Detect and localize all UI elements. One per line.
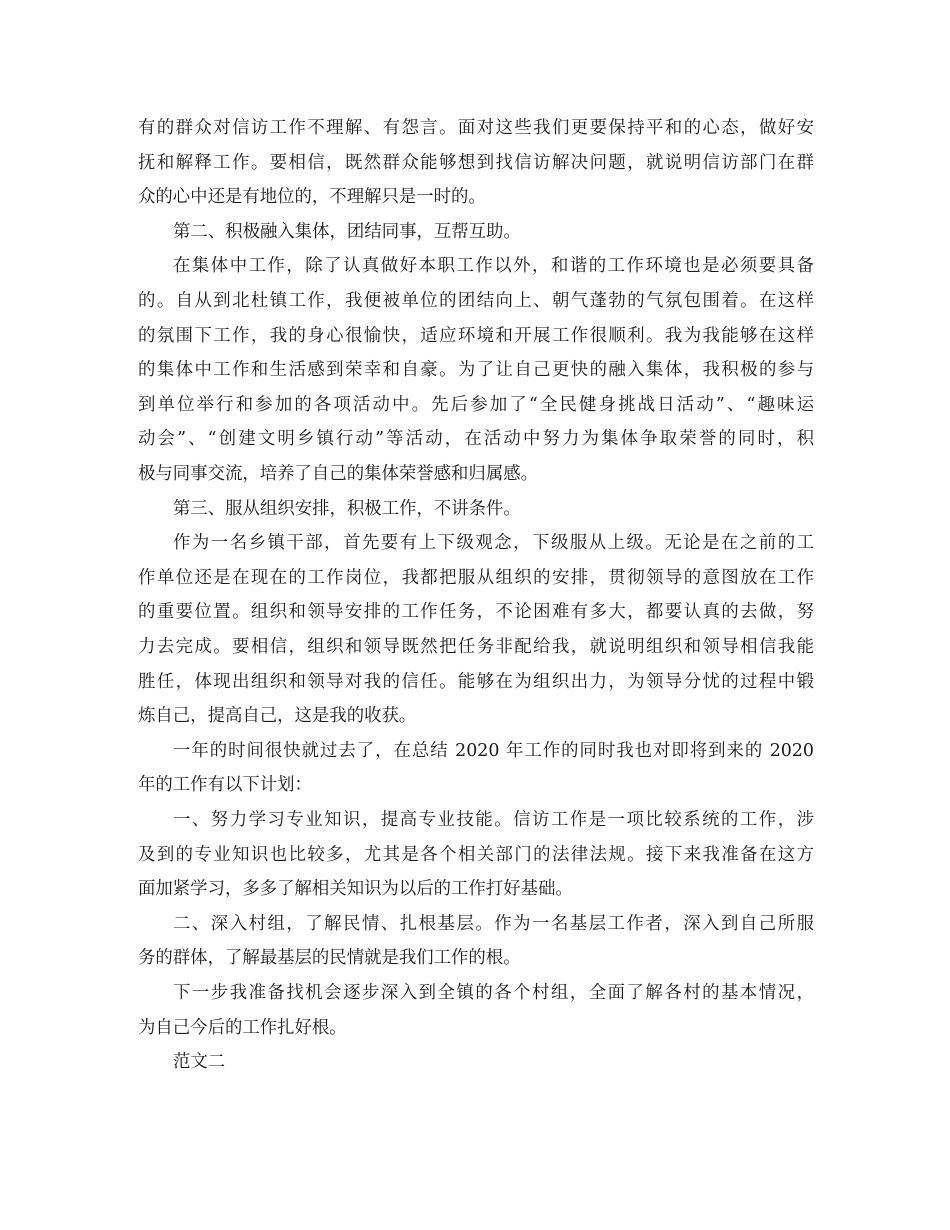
text-line: 务的群体，了解最基层的民情就是我们工作的根。 — [138, 948, 521, 969]
text-line: 众的心中还是有地位的，不理解只是一时的。 — [138, 187, 486, 208]
text-line: 的氛围下工作，我的身心很愉快，适应环境和开展工作很顺利。我为我能够在这样 — [138, 325, 814, 346]
text-line: 的集体中工作和生活感到荣幸和自豪。为了让自己更快的融入集体，我积极的参与 — [138, 360, 814, 381]
text-line: 面加紧学习，多多了解相关知识为以后的工作打好基础。 — [138, 879, 573, 900]
text-line: 动会”、“创建文明乡镇行动”等活动，在活动中努力为集体争取荣誉的同时，积 — [138, 429, 814, 450]
text-line: 到单位举行和参加的各项活动中。先后参加了“全民健身挑战日活动”、“趣味运 — [138, 394, 814, 415]
text-line: 第三、服从组织安排，积极工作，不讲条件。 — [173, 498, 521, 519]
text-line: 作单位还是在现在的工作岗位，我都把服从组织的安排，贯彻领导的意图放在工作 — [138, 567, 814, 588]
text-line: 极与同事交流，培养了自己的集体荣誉感和归属感。 — [138, 464, 538, 484]
text-line: 范文二 — [173, 1052, 226, 1073]
text-line: 力去完成。要相信，组织和领导既然把任务非配给我，就说明组织和领导相信我能 — [138, 637, 814, 657]
text-line: 胜任，体现出组织和领导对我的信任。能够在为组织出力，为领导分忧的过程中锻 — [138, 671, 814, 692]
text-line: 年的工作有以下计划： — [138, 775, 312, 796]
text-line: 一、努力学习专业知识，提高专业技能。信访工作是一项比较系统的工作，涉 — [173, 810, 814, 830]
text-line: 一年的时间很快就过去了，在总结 2020 年工作的同时我也对即将到来的 2020 — [173, 740, 814, 761]
text-line: 的。自从到北杜镇工作，我便被单位的团结向上、朝气蓬勃的气氛包围着。在这样 — [138, 291, 814, 311]
text-line: 的重要位置。组织和领导安排的工作任务，不论困难有多大，都要认真的去做，努 — [138, 602, 814, 623]
text-line: 抚和解释工作。要相信，既然群众能够想到找信访解决问题，就说明信访部门在群 — [138, 152, 814, 173]
text-line: 在集体中工作，除了认真做好本职工作以外，和谐的工作环境也是必须要具备 — [173, 256, 814, 277]
text-line: 下一步我准备找机会逐步深入到全镇的各个村组，全面了解各村的基本情况， — [173, 983, 814, 1003]
text-line: 作为一名乡镇干部，首先要有上下级观念，下级服从上级。无论是在之前的工 — [173, 533, 814, 554]
text-line: 有的群众对信访工作不理解、有怨言。面对这些我们更要保持平和的心态，做好安 — [138, 118, 814, 138]
text-line: 炼自己，提高自己，这是我的收获。 — [138, 706, 417, 727]
text-line: 为自己今后的工作扎好根。 — [138, 1017, 347, 1038]
text-line: 第二、积极融入集体，团结同事，互帮互助。 — [173, 221, 521, 242]
text-line: 及到的专业知识也比较多，尤其是各个相关部门的法律法规。接下来我准备在这方 — [138, 844, 814, 865]
text-line: 二、深入村组，了解民情、扎根基层。作为一名基层工作者，深入到自己所服 — [173, 913, 814, 934]
